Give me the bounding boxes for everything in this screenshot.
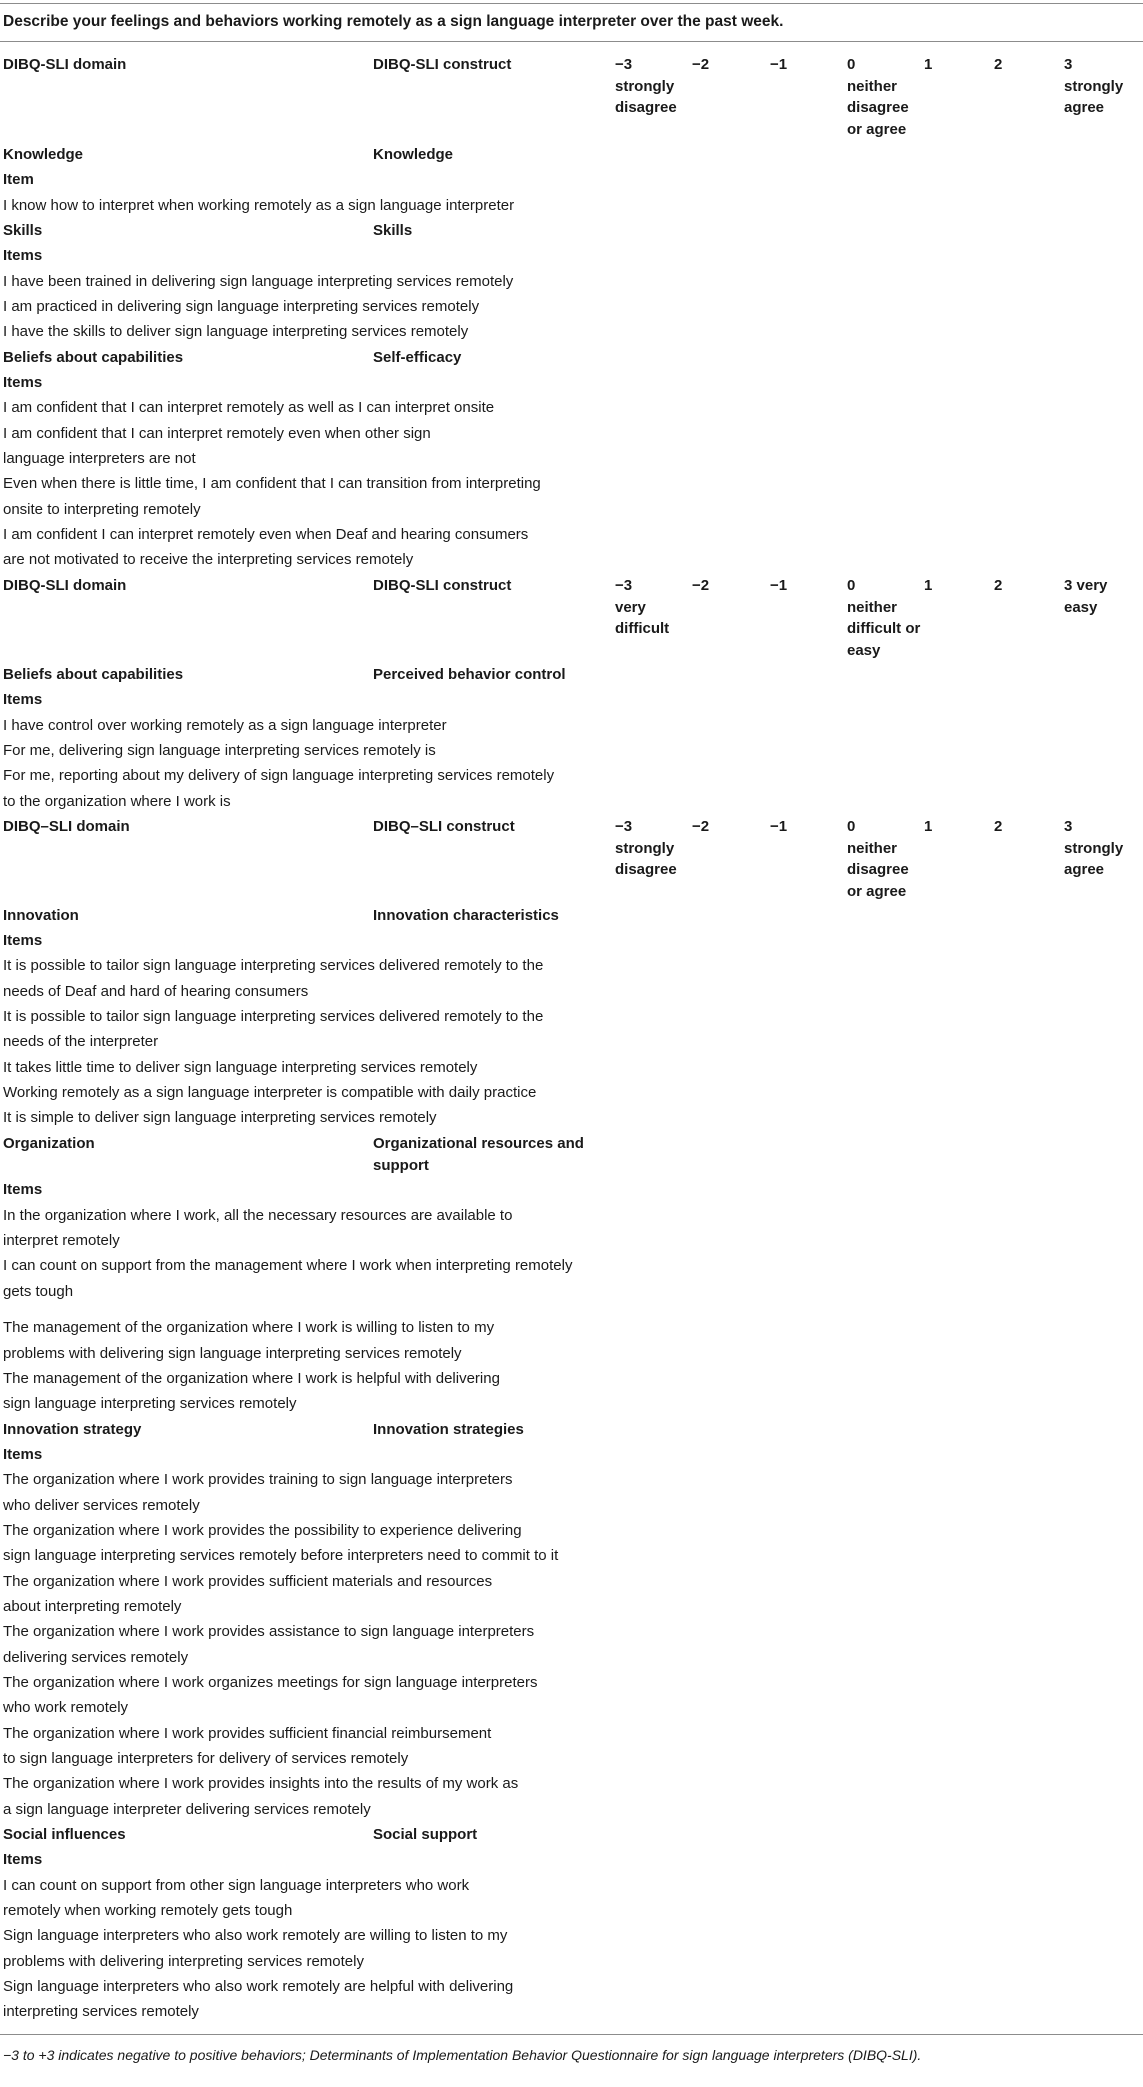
item-text: who deliver services remotely (3, 1497, 200, 1514)
scale-plus3-label: 3 (1064, 56, 1073, 73)
domain-cell: Organization (3, 1135, 95, 1152)
scale-plus1-label: 1 (924, 818, 933, 835)
scale-plus3-label: 3 (1064, 818, 1073, 835)
item-text: I am confident I can interpret remotely even when Deaf and hearing consumers (3, 526, 529, 543)
construct-cell: Self-efficacy (373, 349, 462, 366)
scale-plus3-label: 3 very (1064, 577, 1108, 594)
scale-minus3-label: strongly (615, 840, 675, 857)
item-text: Sign language interpreters who also work remotely are helpful with delivering (3, 1978, 514, 1995)
items-label: Items (3, 691, 43, 708)
item-text: Sign language interpreters who also work remotely are willing to listen to my (3, 1927, 508, 1944)
domain-cell: Beliefs about capabilities (3, 349, 184, 366)
items-label: Items (3, 932, 43, 949)
item-text: interpreting services remotely (3, 2003, 199, 2020)
item-text: It is possible to tailor sign language interpreting services delivered remotely to the (3, 957, 544, 974)
construct-cell: Innovation strategies (373, 1421, 524, 1438)
item-text: I am confident that I can interpret remotely even when other sign (3, 425, 431, 442)
item-text: The organization where I work provides sufficient financial reimbursement (3, 1725, 492, 1742)
scale-plus3-label: agree (1064, 99, 1105, 116)
item-text: I know how to interpret when working remotely as a sign language interpreter (3, 197, 515, 214)
scale-minus3-label: disagree (615, 99, 677, 116)
domain-cell: Skills (3, 222, 43, 239)
scale-minus3-label: −3 (615, 818, 633, 835)
construct-cell: Perceived behavior control (373, 666, 566, 683)
scale-plus3-label: easy (1064, 599, 1098, 616)
item-text: It is simple to deliver sign language interpreting services remotely (3, 1109, 437, 1126)
item-text: needs of Deaf and hard of hearing consumers (3, 983, 309, 1000)
construct-column-header: DIBQ-SLI construct (373, 56, 512, 73)
item-text: sign language interpreting services remotely before interpreters need to commit to it (3, 1547, 559, 1564)
item-text: language interpreters are not (3, 450, 196, 467)
item-text: The management of the organization where I work is willing to listen to my (3, 1319, 495, 1336)
item-text: delivering services remotely (3, 1649, 189, 1666)
scale-minus1-label: −1 (770, 577, 788, 594)
construct-column-header: DIBQ-SLI construct (373, 577, 512, 594)
items-label: Items (3, 247, 43, 264)
item-text: In the organization where I work, all the necessary resources are available to (3, 1207, 513, 1224)
item-text: sign language interpreting services remotely (3, 1395, 297, 1412)
item-text: about interpreting remotely (3, 1598, 182, 1615)
construct-cell: Skills (373, 222, 413, 239)
scale-zero-label: neither (847, 78, 898, 95)
item-text: It is possible to tailor sign language interpreting services delivered remotely to the (3, 1008, 544, 1025)
scale-zero-label: disagree (847, 861, 909, 878)
construct-cell: support (373, 1157, 429, 1174)
item-text: For me, delivering sign language interpreting services remotely is (3, 742, 436, 759)
item-text: I have been trained in delivering sign language interpreting services remotely (3, 273, 514, 290)
scale-minus2-label: −2 (692, 577, 710, 594)
construct-cell: Organizational resources and (373, 1135, 584, 1152)
scale-plus2-label: 2 (994, 577, 1003, 594)
scale-plus1-label: 1 (924, 56, 933, 73)
table-caption: Describe your feelings and behaviors working remotely as a sign language interpreter over the past week. (3, 13, 784, 30)
domain-column-header: DIBQ-SLI domain (3, 577, 127, 594)
scale-minus2-label: −2 (692, 56, 710, 73)
scale-minus3-label: −3 (615, 56, 633, 73)
domain-cell: Innovation (3, 907, 79, 924)
scale-plus1-label: 1 (924, 577, 933, 594)
domain-column-header: DIBQ-SLI domain (3, 56, 127, 73)
item-text: problems with delivering sign language interpreting services remotely (3, 1345, 462, 1362)
domain-column-header: DIBQ–SLI domain (3, 818, 130, 835)
construct-cell: Knowledge (373, 146, 454, 163)
item-text: The organization where I work provides the possibility to experience delivering (3, 1522, 522, 1539)
caption-rule (0, 41, 1143, 42)
item-text: For me, reporting about my delivery of sign language interpreting services remotely (3, 767, 555, 784)
scale-zero-label: 0 (847, 56, 856, 73)
item-text: problems with delivering interpreting services remotely (3, 1953, 364, 1970)
item-text: gets tough (3, 1283, 74, 1300)
scale-plus2-label: 2 (994, 56, 1003, 73)
scale-plus3-label: strongly (1064, 78, 1124, 95)
item-text: The organization where I work provides assistance to sign language interpreters (3, 1623, 535, 1640)
item-text: who work remotely (3, 1699, 129, 1716)
scale-minus1-label: −1 (770, 818, 788, 835)
item-text: The organization where I work provides sufficient materials and resources (3, 1573, 493, 1590)
items-label: Items (3, 374, 43, 391)
item-text: I am confident that I can interpret remotely as well as I can interpret onsite (3, 399, 495, 416)
item-text: Working remotely as a sign language interpreter is compatible with daily practice (3, 1084, 537, 1101)
item-text: I can count on support from the management where I work when interpreting remotely (3, 1257, 573, 1274)
item-text: remotely when working remotely gets tough (3, 1902, 293, 1919)
item-text: to sign language interpreters for delivery of services remotely (3, 1750, 409, 1767)
item-text: a sign language interpreter delivering services remotely (3, 1801, 371, 1818)
items-label: Items (3, 1181, 43, 1198)
scale-zero-label: 0 (847, 577, 856, 594)
scale-minus3-label: very (615, 599, 646, 616)
construct-column-header: DIBQ–SLI construct (373, 818, 515, 835)
item-text: The organization where I work organizes meetings for sign language interpreters (3, 1674, 538, 1691)
item-text: to the organization where I work is (3, 793, 231, 810)
item-text: needs of the interpreter (3, 1033, 159, 1050)
scale-zero-label: disagree (847, 99, 909, 116)
scale-minus3-label: strongly (615, 78, 675, 95)
scale-plus3-label: agree (1064, 861, 1105, 878)
top-rule (0, 3, 1143, 4)
scale-zero-label: or agree (847, 883, 907, 900)
item-text: It takes little time to deliver sign language interpreting services remotely (3, 1059, 478, 1076)
item-text: onsite to interpreting remotely (3, 501, 201, 518)
scale-minus3-label: difficult (615, 620, 670, 637)
item-text: I am practiced in delivering sign language interpreting services remotely (3, 298, 480, 315)
domain-cell: Beliefs about capabilities (3, 666, 184, 683)
item-text: are not motivated to receive the interpreting services remotely (3, 551, 414, 568)
item-text: I have the skills to deliver sign language interpreting services remotely (3, 323, 469, 340)
item-text: Even when there is little time, I am confident that I can transition from interpreting (3, 475, 541, 492)
item-text: I have control over working remotely as a sign language interpreter (3, 717, 447, 734)
scale-plus2-label: 2 (994, 818, 1003, 835)
scale-zero-label: or agree (847, 121, 907, 138)
scale-minus2-label: −2 (692, 818, 710, 835)
domain-cell: Innovation strategy (3, 1421, 142, 1438)
scale-zero-label: difficult or (847, 620, 921, 637)
scale-zero-label: neither (847, 840, 898, 857)
item-text: I can count on support from other sign language interpreters who work (3, 1877, 470, 1894)
construct-cell: Innovation characteristics (373, 907, 559, 924)
items-label: Item (3, 171, 34, 188)
item-text: interpret remotely (3, 1232, 120, 1249)
scale-zero-label: neither (847, 599, 898, 616)
scale-plus3-label: strongly (1064, 840, 1124, 857)
scale-minus3-label: disagree (615, 861, 677, 878)
table-footnote: −3 to +3 indicates negative to positive behaviors; Determinants of Implementation Behavior Questionnaire for sign language interpreters (DIBQ-SLI). (3, 2047, 922, 2063)
scale-zero-label: easy (847, 642, 881, 659)
construct-cell: Social support (373, 1826, 478, 1843)
item-text: The management of the organization where I work is helpful with delivering (3, 1370, 500, 1387)
scale-minus1-label: −1 (770, 56, 788, 73)
scale-zero-label: 0 (847, 818, 856, 835)
scale-minus3-label: −3 (615, 577, 633, 594)
items-label: Items (3, 1851, 43, 1868)
domain-cell: Knowledge (3, 146, 84, 163)
bottom-rule (0, 2034, 1143, 2035)
item-text: The organization where I work provides insights into the results of my work as (3, 1775, 519, 1792)
domain-cell: Social influences (3, 1826, 126, 1843)
items-label: Items (3, 1446, 43, 1463)
item-text: The organization where I work provides training to sign language interpreters (3, 1471, 513, 1488)
